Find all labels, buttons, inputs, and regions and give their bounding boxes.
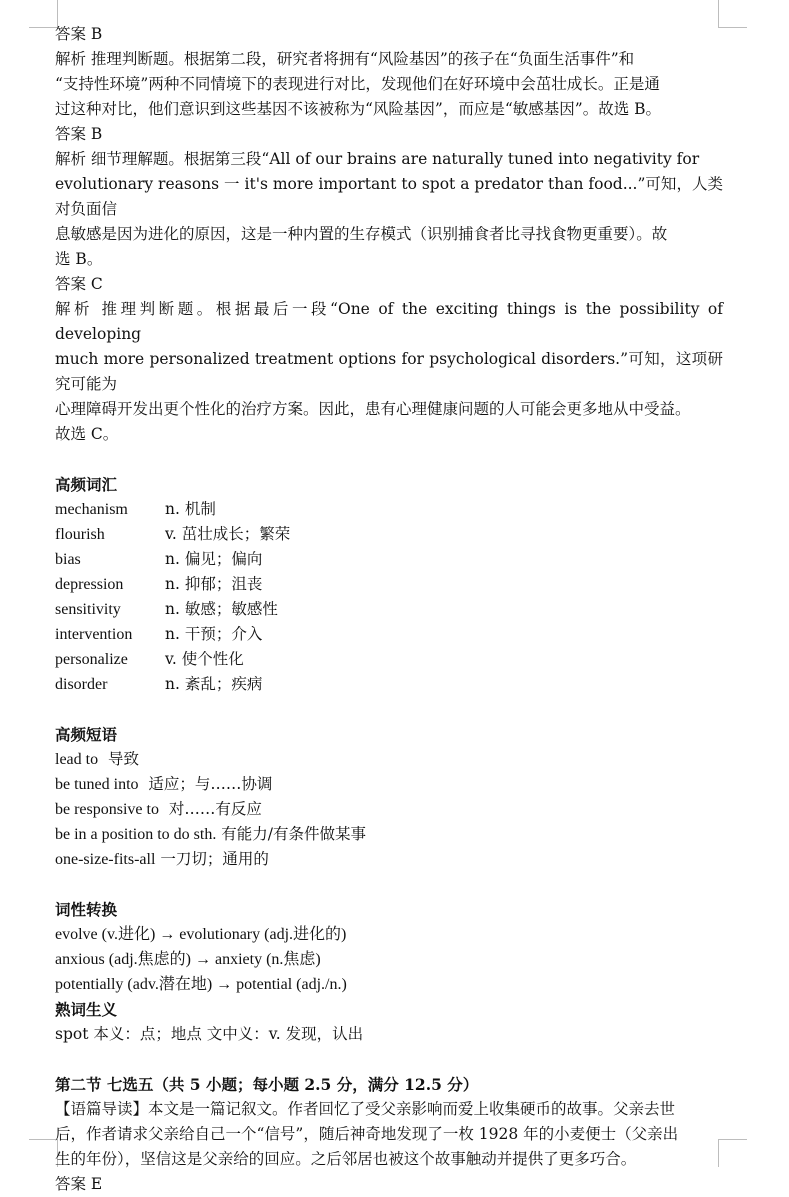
vocab-list (55, 497, 723, 697)
phrase-item (55, 797, 723, 822)
vocab-section (55, 472, 723, 697)
conversion-heading: 词性转换 (55, 900, 118, 919)
phrase-text: one-size-fits-all (55, 851, 156, 868)
phrase-text: be tuned into (55, 776, 139, 793)
conversion-item: evolve (v.进化) → evolutionary (adj.进化的) (55, 926, 347, 943)
crop-mark-bottom-right-h (719, 1139, 747, 1140)
crop-mark-bottom-left-h (29, 1139, 57, 1140)
familiar-line: spot 本义：点；地点 文中义：v. 发现，认出 (55, 1025, 364, 1043)
phrase-section (55, 722, 723, 872)
vocab-meaning: n. 偏见；偏向 (165, 550, 263, 568)
conversion-section (55, 897, 723, 997)
answer-block-3 (55, 272, 723, 447)
intro-line: 后，作者请求父亲给自己一个“信号”，随后神奇地发现了一枚 1928 年的小麦便士（父亲出 (55, 1125, 679, 1143)
phrase-item (55, 772, 723, 797)
analysis-paragraph (55, 297, 723, 447)
phrase-meaning: 一刀切；通用的 (160, 850, 269, 868)
crop-mark-top-left-h (29, 27, 57, 28)
vocab-word: flourish (55, 526, 105, 543)
vocab-word: sensitivity (55, 601, 121, 618)
vocab-meaning: n. 紊乱；疾病 (165, 675, 263, 693)
vocab-word: intervention (55, 626, 133, 643)
phrase-item (55, 847, 723, 872)
answer-block-2 (55, 122, 723, 272)
vocab-meaning: n. 抑郁；沮丧 (165, 575, 263, 593)
familiar-heading: 熟词生义 (55, 1000, 118, 1019)
analysis-line: much more personalized treatment options for psychological disorders.”可知，这项研究可能为 (55, 350, 723, 393)
phrase-text: be responsive to (55, 801, 159, 818)
phrase-meaning: 导致 (107, 750, 139, 768)
vocab-heading: 高频词汇 (55, 475, 118, 494)
analysis-line: 解析 推理判断题。根据第二段，研究者将拥有“风险基因”的孩子在“负面生活事件”和 (55, 50, 635, 68)
analysis-line: 解析 细节理解题。根据第三段“All of our brains are naturally tuned into negativity for (55, 150, 700, 168)
analysis-line: evolutionary reasons 一 it's more important to spot a predator than food...”可知，人类对负面信 (55, 175, 723, 218)
analysis-line: 息敏感是因为进化的原因，这是一种内置的生存模式（识别捕食者比寻找食物更重要）。故 (55, 225, 668, 243)
vocab-word: mechanism (55, 501, 128, 518)
answer-block-1 (55, 22, 723, 122)
intro-paragraph (55, 1097, 723, 1172)
phrase-item (55, 822, 723, 847)
vocab-meaning: n. 机制 (165, 500, 216, 518)
answer-line: 答案 C (55, 275, 103, 293)
answer-line: 答案 B (55, 25, 103, 43)
analysis-line: 解析 推理判断题。根据最后一段“One of the exciting things is the possibility of developing (55, 300, 723, 343)
phrase-heading: 高频短语 (55, 725, 118, 744)
phrase-meaning: 对……有反应 (168, 800, 262, 818)
conversion-item: potentially (adv.潜在地) → potential (adj./n.) (55, 976, 347, 993)
phrase-text: be in a position to do sth. (55, 826, 217, 843)
vocab-meaning: n. 敏感；敏感性 (165, 600, 278, 618)
intro-line: 【语篇导读】本文是一篇记叙文。作者回忆了受父亲影响而爱上收集硬币的故事。父亲去世 (55, 1100, 676, 1118)
analysis-line: 故选 C。 (55, 425, 119, 443)
section-two-heading: 第二节 七选五（共 5 小题；每小题 2.5 分，满分 12.5 分） (55, 1075, 479, 1094)
analysis-line: 选 B。 (55, 250, 103, 268)
phrase-item (55, 747, 723, 772)
familiar-section (55, 997, 723, 1047)
conversion-item: anxious (adj.焦虑的) → anxiety (n.焦虑) (55, 951, 321, 968)
intro-line: 生的年份），坚信这是父亲给的回应。之后邻居也被这个故事触动并提供了更多巧合。 (55, 1150, 637, 1168)
section-two (55, 1072, 723, 1197)
vocab-meaning: v. 茁壮成长；繁荣 (165, 525, 291, 543)
analysis-line: 过这种对比，他们意识到这些基因不该被称为“风险基因”，而应是“敏感基因”。故选 B。 (55, 100, 662, 118)
analysis-line: “支持性环境”两种不同情境下的表现进行对比，发现他们在好环境中会茁壮成长。正是通 (55, 75, 660, 93)
analysis-paragraph (55, 47, 723, 122)
vocab-word: personalize (55, 651, 128, 668)
phrase-meaning: 适应；与……协调 (148, 775, 273, 793)
analysis-paragraph (55, 147, 723, 272)
vocab-meaning: v. 使个性化 (165, 650, 244, 668)
vocab-meaning: n. 干预；介入 (165, 625, 263, 643)
document-body (55, 22, 723, 1197)
crop-mark-top-right-h (719, 27, 747, 28)
vocab-word: disorder (55, 676, 108, 693)
answer-line: 答案 B (55, 125, 103, 143)
vocab-word: depression (55, 576, 124, 593)
phrase-text: lead to (55, 751, 99, 768)
answer-line: 答案 E (55, 1175, 103, 1193)
analysis-line: 心理障碍开发出更个性化的治疗方案。因此，患有心理健康问题的人可能会更多地从中受益。 (55, 400, 691, 418)
vocab-word: bias (55, 551, 81, 568)
phrase-meaning: 有能力/有条件做某事 (221, 825, 366, 843)
